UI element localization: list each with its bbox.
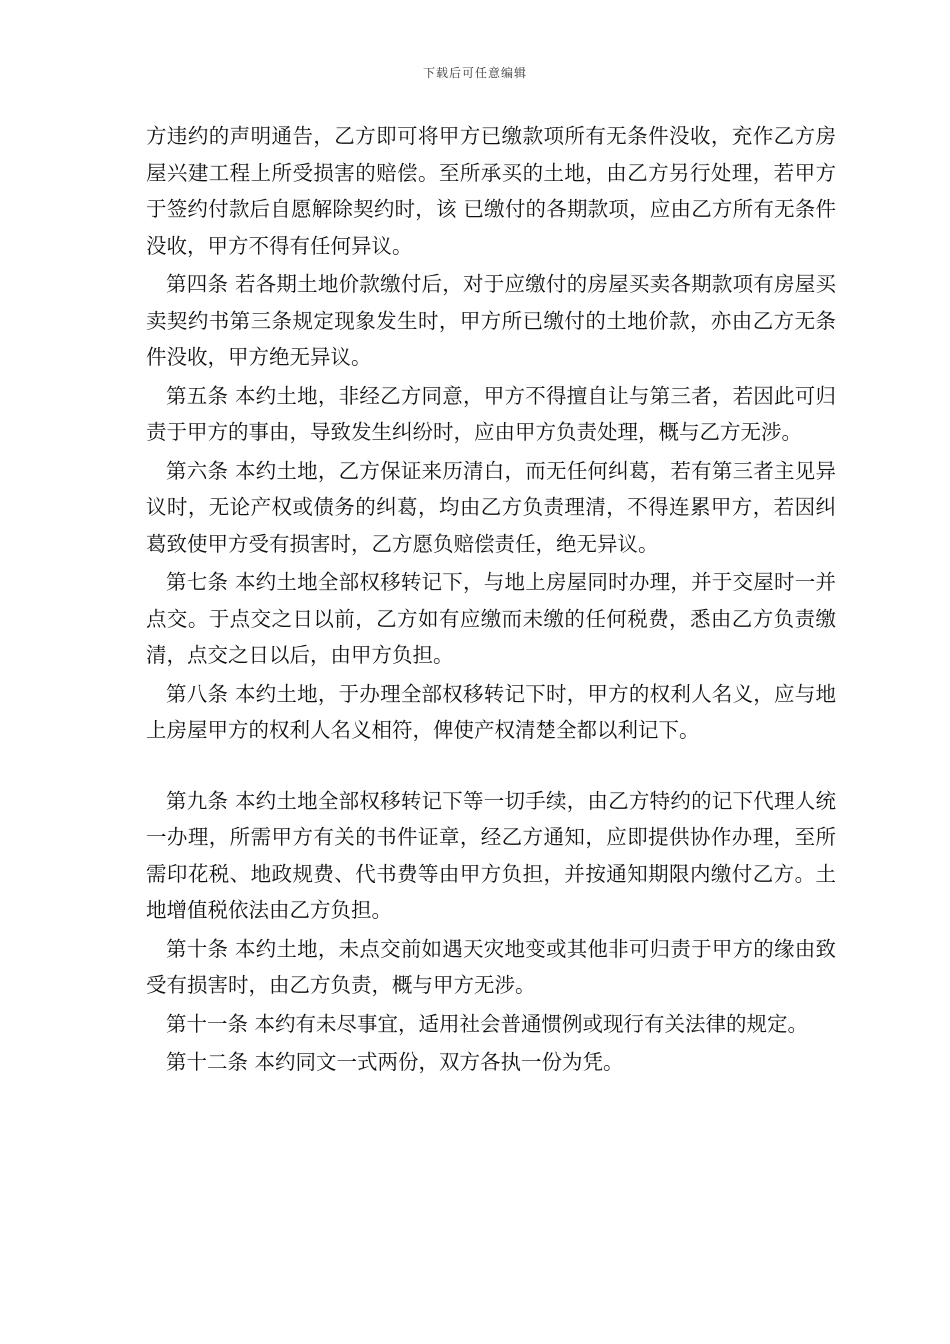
article-8: 第八条 本约土地，于办理全部权移转记下时，甲方的权利人名义，应与地上房屋甲方的权利人名义相符，俾使产权清楚全都以利记下。 xyxy=(146,681,836,742)
article-9: 第九条 本约土地全部权移转记下等一切手续，由乙方特约的记下代理人统一办理，所需甲方有关的书件证章，经乙方通知，应即提供协作办理，至所需印花税、地政规费、代书费等由甲方负担，并按通知期限内缴付乙方。土地增值税依法由乙方负担。 xyxy=(146,788,836,922)
article-12: 第十二条 本约同文一式两份，双方各执一份为凭。 xyxy=(166,1050,624,1074)
article-7: 第七条 本约土地全部权移转记下，与地上房屋同时办理，并于交屋时一并点交。于点交之日以前，乙方如有应缴而未缴的任何税费，悉由乙方负责缴清，点交之日以后，由甲方负担。 xyxy=(146,570,836,667)
article-4: 第四条 若各期土地价款缴付后，对于应缴付的房屋买卖各期款项有房屋买卖契约书第三条规定现象发生时，甲方所已缴付的土地价款，亦由乙方无条件没收，甲方绝无异议。 xyxy=(146,272,836,369)
page-header: 下载后可任意编辑 xyxy=(422,66,527,80)
article-10: 第十条 本约土地，未点交前如遇天灾地变或其他非可归责于甲方的缘由致受有损害时，由乙方负责，概与甲方无涉。 xyxy=(146,936,836,997)
paragraph-continuation: 方违约的声明通告，乙方即可将甲方已缴款项所有无条件没收，充作乙方房屋兴建工程上所受损害的赔偿。至所承买的土地，由乙方另行处理，若甲方于签约付款后自愿解除契约时，该 已缴付的各期款项，应由乙方所有无条件没收，甲方不得有任何异议。 xyxy=(146,124,836,258)
article-6: 第六条 本约土地，乙方保证来历清白，而无任何纠葛，若有第三者主见异议时，无论产权或债务的纠葛，均由乙方负责理清，不得连累甲方，若因纠葛致使甲方受有损害时，乙方愿负赔偿责任，绝无异议。 xyxy=(146,458,836,556)
article-11: 第十一条 本约有未尽事宜，适用社会普通惯例或现行有关法律的规定。 xyxy=(166,1011,809,1036)
document-body xyxy=(146,118,836,1083)
article-5: 第五条 本约土地，非经乙方同意，甲方不得擅自让与第三者，若因此可归责于甲方的事由，导致发生纠纷时，应由甲方负责处理，概与乙方无涉。 xyxy=(146,383,836,444)
